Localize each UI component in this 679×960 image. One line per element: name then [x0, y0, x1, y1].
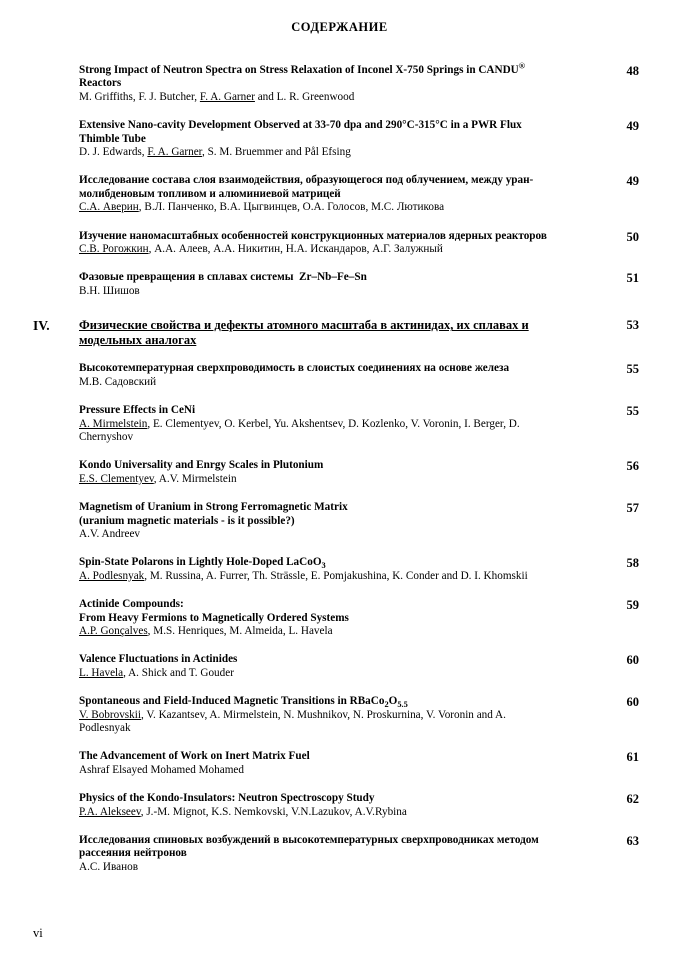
entry-title: Высокотемпературная сверхпроводимость в слоистых соединениях на основе железа	[79, 362, 510, 375]
entry-title: Kondo Universality and Enrgy Scales in Plutonium	[79, 459, 324, 472]
entry-authors: D. J. Edwards, F. A. Garner, S. M. Bruemmer and Pål Efsing	[79, 146, 351, 159]
entry-page-number: 57	[626, 501, 639, 516]
entry-page-number: 50	[626, 229, 639, 244]
toc-entry	[79, 501, 649, 541]
entry-title: Magnetism of Uranium in Strong Ferromagnetic Matrix (uranium magnetic materials - is it possible?)	[79, 501, 348, 527]
entry-authors: E.S. Clementyev, A.V. Mirmelstein	[79, 472, 237, 485]
entry-title: The Advancement of Work on Inert Matrix Fuel	[79, 750, 310, 763]
entry-title: Pressure Effects in CeNi	[79, 404, 196, 417]
entry-page-number: 55	[626, 404, 639, 419]
entry-page-number: 63	[626, 834, 639, 849]
section-heading	[33, 318, 649, 347]
entry-page-number: 56	[626, 459, 639, 474]
entry-title: Spontaneous and Field-Induced Magnetic Transitions in $RBaCo_2O_{5.5}$	[79, 695, 408, 710]
entry-title: Изучение наномасштабных особенностей конструкционных материалов ядерных реакторов	[79, 229, 547, 242]
entry-authors: С.В. Рогожкин, А.А. Алеев, А.А. Никитин, Н.А. Искандаров, А.Г. Залужный	[79, 243, 443, 256]
toc-entry	[79, 362, 649, 389]
entry-page-number: 55	[626, 362, 639, 377]
entry-page-number: 48	[626, 64, 639, 78]
page-title: СОДЕРЖАНИЕ	[291, 20, 388, 34]
entry-page-number: 49	[626, 174, 639, 189]
entry-authors: V. Bobrovskii, V. Kazantsev, A. Mirmelstein, N. Mushnikov, N. Proskurnina, V. Voronin and A. Podlesnyak	[79, 708, 506, 734]
entry-page-number: 49	[626, 119, 639, 134]
entry-page-number: 58	[626, 556, 639, 571]
section-title: Физические свойства и дефекты атомного масштаба в актинидах, их сплавах и модельных аналогах	[79, 318, 529, 347]
entry-authors: Ashraf Elsayed Mohamed Mohamed	[79, 763, 244, 776]
footer-page-label: vi	[33, 926, 43, 940]
entry-title: Исследование состава слоя взаимодействия, образующегося под облучением, между уран-молибденовым топливом и алюминиевой матрицей	[79, 174, 534, 200]
entry-title: Valence Fluctuations in Actinides	[79, 653, 238, 666]
toc-entry	[79, 834, 649, 874]
toc-entry	[79, 792, 649, 819]
toc-entry	[79, 653, 649, 680]
section-number: IV.	[33, 318, 50, 334]
toc-entry	[79, 174, 649, 214]
entry-authors: M. Griffiths, F. J. Butcher, F. A. Garner and L. R. Greenwood	[79, 90, 355, 103]
entry-authors: A.V. Andreev	[79, 527, 141, 540]
entry-title: Actinide Compounds: From Heavy Fermions to Magnetically Ordered Systems	[79, 598, 349, 624]
entry-title: Фазовые превращения в сплавах системы Zr–Nb–Fe–Sn	[79, 271, 367, 284]
entry-authors: В.Н. Шишов	[79, 284, 140, 297]
entry-page-number: 59	[626, 598, 639, 613]
entry-authors: P.A. Alekseev, J.-M. Mignot, K.S. Nemkovski, V.N.Lazukov, A.V.Rybina	[79, 805, 407, 818]
toc-entry	[79, 598, 649, 638]
entry-page-number: 51	[626, 271, 639, 286]
entry-authors: A.P. Gonçalves, M.S. Henriques, M. Almeida, L. Havela	[79, 624, 333, 637]
toc-entry	[79, 750, 649, 777]
entry-authors: А.С. Иванов	[79, 860, 138, 873]
section-page-number: 53	[626, 318, 639, 333]
toc-entry	[79, 459, 649, 486]
toc-entry	[79, 404, 649, 444]
entry-title: Исследования спиновых возбуждений в высокотемпературных сверхпроводниках методом рассеяния нейтронов	[79, 834, 539, 860]
toc-entry	[79, 119, 649, 159]
toc-entry	[79, 556, 649, 583]
toc-entry	[79, 230, 649, 257]
entry-page-number: 60	[626, 695, 639, 710]
entry-page-number: 62	[626, 792, 639, 807]
entry-page-number: 60	[626, 653, 639, 668]
entry-authors: С.А. Аверин, В.Л. Панченко, В.А. Цыгвинцев, О.А. Голосов, М.С. Лютикова	[79, 201, 445, 214]
entry-authors: L. Havela, A. Shick and T. Gouder	[79, 666, 234, 679]
entry-title: Spin-State Polarons in Lightly Hole-Doped LaCoO$_3$	[79, 556, 326, 571]
entry-title: Strong Impact of Neutron Spectra on Stress Relaxation of Inconel X-750 Springs in CANDU® Reactors	[79, 61, 526, 90]
toc-entry	[79, 61, 649, 104]
entry-title: Extensive Nano-cavity Development Observed at 33-70 dpa and 290°C-315°C in a PWR Flux Thimble Tube	[79, 119, 522, 145]
entry-page-number: 61	[626, 750, 639, 765]
toc-entry	[79, 271, 649, 298]
entry-authors: М.В. Садовский	[79, 375, 157, 388]
table-of-contents	[33, 61, 649, 889]
entry-authors: A. Mirmelstein, E. Clementyev, O. Kerbel, Yu. Akshentsev, D. Kozlenko, V. Voronin, I. Berger, D. Chernyshov	[79, 417, 520, 443]
entry-authors: A. Podlesnyak, M. Russina, A. Furrer, Th. Strässle, E. Pomjakushina, K. Conder and D. I. Khomskii	[79, 569, 528, 582]
entry-title: Physics of the Kondo-Insulators: Neutron Spectroscopy Study	[79, 792, 375, 805]
toc-group-a	[79, 61, 649, 298]
toc-group-b	[79, 362, 649, 874]
toc-entry	[79, 695, 649, 735]
